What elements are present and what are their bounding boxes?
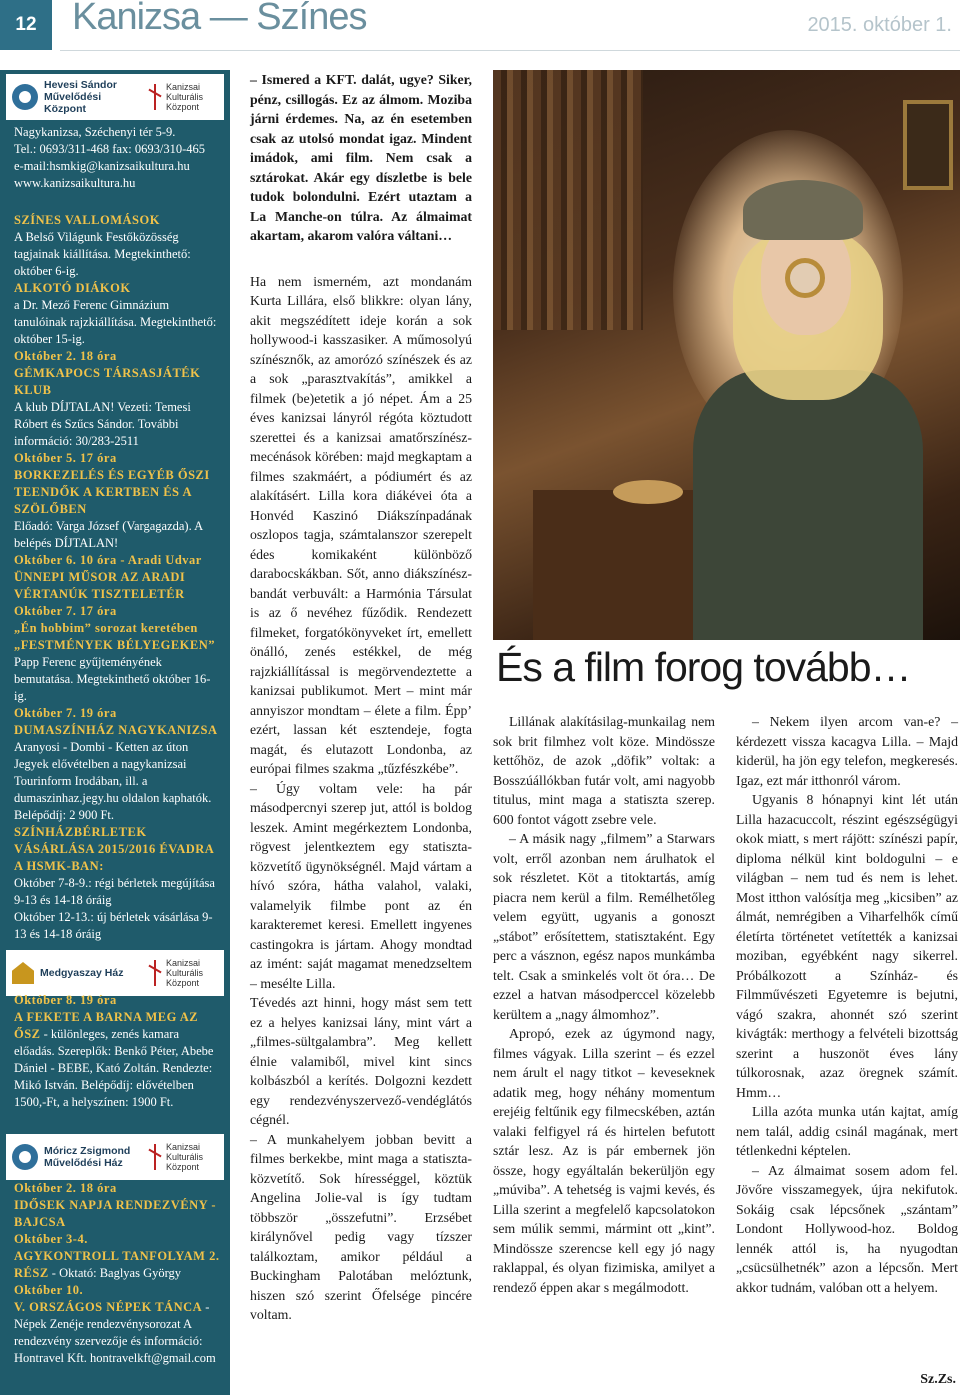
event-text: - különleges, zenés kamara előadás. Szereplők: Benkő Péter, Abebe Dániel - BEBE, Kató Zoltán. Rendezte: Mikó István. Belépődíj: elővételben 1500,-Ft, a helyszínen: 1900 Ft. <box>14 1027 214 1109</box>
kkk-logo-text: Kanizsai Kulturális Központ <box>166 958 204 988</box>
medgyaszay-logo <box>6 950 224 996</box>
medgyaszay-logo-text: Medgyaszay Ház <box>40 967 124 979</box>
house-icon <box>12 962 34 984</box>
article-column-middle <box>493 712 715 1297</box>
article-paragraph: – Úgy voltam vele: ha pár másodpercnyi szerep jut, attól is boldog leszek. Amint megérkeztem Londonba, rögvest jelentkeztem egy statiszta-közvetítő ügynökségnél. Majd vártam a hívó szóra, hátha valahol, valaki, valamelyik filmbe pont az én karakteremet keresi. Emellett ingyenes castingokra is jártam. Ahogy mondtad az imént: saját magamat menedzseltem – mesélte Lilla. <box>250 780 472 991</box>
event-title: IDŐSEK NAPJA RENDEZVÉNY - BAJCSA <box>14 1198 216 1229</box>
article-column-left <box>250 70 472 1325</box>
event-date: Október 2. 18 óra <box>14 1181 117 1195</box>
hsmk-logo-icon <box>12 84 38 110</box>
page-header <box>0 0 960 52</box>
kkk-logo-text: Kanizsai Kulturális Központ <box>166 82 204 112</box>
event-date: Október 10. <box>14 1283 84 1297</box>
event-title: V. ORSZÁGOS NÉPEK TÁNCA <box>14 1300 203 1314</box>
article-paragraph: Lillának alakításilag-munkailag nem sok brit filmhez volt köze. Mindössze kettőhöz, de azok „döfik” voltak: a Bosszúállókban futár volt, ami nagyobb titulus, mint maga a statiszta szerep. 600 fontot vágott zsebre vele. <box>493 714 715 827</box>
article-headline: És a film forog tovább… <box>496 644 911 690</box>
article-column-right <box>736 712 958 1297</box>
event-title: BORKEZELÉS ÉS EGYÉB ŐSZI TEENDŐK A KERTBEN ÉS A SZÖLŐBEN <box>14 468 210 516</box>
event-title: ALKOTÓ DIÁKOK <box>14 281 131 295</box>
event-date: Október 7. 17 óra <box>14 604 117 618</box>
article-paragraph: Apropó, ezek az úgymond nagy, filmes vágyak. Lilla szerint – és ezzel nem árult el nagy titkot – keveseknek adatik meg, hogy néhány momentum erejéig feltűnik egy filmecskében, aztán valaki felfigyel rá és hirtelen befutott sztár lesz. Az is pár embernek jön össze, hogy egyáltalán bekerüljön egy „múviba”. A tehetség is vajmi kevés, és Lilla szerint a megfelelő kapcsolatokon sem múlik semmi, mármint ott „kint”. Mindössze szerencse kell egy jó nagy raklappal, és olyan fizimiska, amilyet a rendező éppen akar s megálmodott. <box>493 1026 715 1295</box>
event-title: SZÍNHÁZBÉRLETEK VÁSÁRLÁSA 2015/2016 ÉVADRA A HSMK-BAN: <box>14 825 214 873</box>
event-text: a Dr. Mező Ferenc Gimnázium tanulóinak rajzkiállítása. Megtekinthető: október 15-ig. <box>14 298 217 346</box>
article-paragraph: – A másik nagy „filmem” a Starwars volt, erről azonban nem árulhatok el sok részletet. Köt a titoktartás, amíg piacra nem kerül a film. Remélhetőleg velem együtt, ugyanis a gonoszt „stábot” erősítettem, statisztaként. Egy perc a vásznon, egész napos munkámba telt. Csak a sminkelés volt öt óra… De ezzel a hatvan másodperccel közelebb kerültem a „nagy álmomhoz”. <box>493 831 715 1022</box>
kkk-logo-icon <box>146 84 164 110</box>
event-title: GÉMKAPOCS TÁRSASJÁTÉK KLUB <box>14 366 201 397</box>
moricz-logo <box>6 1134 224 1180</box>
event-date: Október 6. 10 óra - Aradi Udvar <box>14 553 202 567</box>
article-paragraph: Ha nem ismerném, azt mondanám Kurta Lillára, első blikkre: olyan lány, akit megszédített ideje korán a sok hollywood-i kasszasiker. A műmosolyú színésznők, az amorózó színészek és az a sok „parasztvakítás”, amikkel a filmek (be)etetik a jó népet. Ám a 25 éves kanizsai lányról régóta köztudott szerettei és a kanizsai amatőrszínész-mecénások körében: majd megkaptam a filmes szakmáért, a pódiumért és az alakításért. Lilla kora diákévei óta a Honvéd Kaszinó Diákszínpadának oszlopos tagja, számtalanszor szerepelt édes komikaként különböző darabocskákban. Sőt, anno diákszínész-bandát verbuvált: a Harmónia Társulat is az ő nevéhez fűződik. Rendezett filmeket, forgatókönyveket írt, emellett önálló, zenés estékkel, de még rajzkiállítással is megörvendeztette a kanizsai publikumot. Mert – mint már annyiszor mondtam – élete a film. Épp’ ezért, lassan két esztendeje, fogta magát, és elutazott Londonba, az európai filmes szakma „tűzfészkébe”. <box>250 273 472 776</box>
event-date: Október 3-4. <box>14 1232 88 1246</box>
contact-email[interactable]: e-mail:hsmkig@kanizsaikultura.hu <box>14 159 190 173</box>
event-text: Aranyosi - Dombi - Ketten az úton Jegyek elővételben a nagykanizsai Tourinform Irodában, ill. a dumaszinhaz.jegy.hu oldalon kaphatók. Belépődíj: 2 900 Ft. <box>14 740 212 822</box>
event-title: ÜNNEPI MŰSOR AZ ARADI VÉRTANÚK TISZTELETÉR <box>14 570 186 601</box>
event-date: Október 2. 18 óra <box>14 349 117 363</box>
event-title: SZÍNES VALLOMÁSOK <box>14 213 160 227</box>
event-list-hsmk <box>14 212 222 943</box>
hsmk-logo <box>6 74 224 120</box>
event-list-moricz <box>14 1180 222 1367</box>
kkk-logo-text: Kanizsai Kulturális Központ <box>166 1142 204 1172</box>
header-rule <box>60 50 960 51</box>
event-title: DUMASZÍNHÁZ NAGYKANIZSA <box>14 723 218 737</box>
event-text: A Belső Világunk Festőközösség tagjainak kiállítása. Megtekinthető: október 6-ig. <box>14 230 191 278</box>
magnifying-glass-icon <box>785 258 825 298</box>
article-paragraph: – Az álmaimat sosem adom fel. Jövőre visszamegyek, újra nekifutok. Sokáig csak lépcsőnek „szántam” Londont Hollywood-hoz. Boldog lennék attól is, ha nyugodtan „csücsülhetnék” azon a lépcsőn. Mert akkor tudnám, valóban ott a helyem. <box>736 1162 958 1295</box>
article-photo <box>493 70 960 640</box>
events-sidebar <box>0 70 230 1395</box>
article-paragraph: – A munkahelyem jobban bevitt a filmes berkekbe, mint maga a statiszta-közvetítő. Sok hírességgel, köztük Angelina Jolie-val is így tudtam többször „összefutni”. Erzsébet királynővel pedig vagy tízszer találkoztam, amikor például a Buckingham Palotában melóztunk, hiszen szó szerint Őfelsége pincére voltam. <box>250 1131 472 1322</box>
kkk-logo-icon <box>146 1144 164 1170</box>
event-title: „Én hobbim” sorozat keretében „FESTMÉNYEK BÉLYEGEKEN” <box>14 621 216 652</box>
event-text: - Oktató: Baglyas György <box>48 1266 182 1280</box>
event-title: A FEKETE A BARNA MEG AZ ŐSZ <box>14 1010 199 1041</box>
issue-date: 2015. október 1. <box>807 14 952 36</box>
moricz-logo-text: Móricz Zsigmond Művelődési Ház <box>44 1145 131 1169</box>
event-list-medgyaszay <box>14 992 222 1111</box>
event-text: Papp Ferenc gyűjteményének bemutatása. Megtekinthető október 16-ig. <box>14 655 211 703</box>
event-date: Október 7. 19 óra <box>14 706 117 720</box>
article-paragraph: – Nekem ilyen arcom van-e? – kérdezett vissza kacagva Lilla. – Majd kiderül, ha jön egy telefon, megkeresés. Igaz, ezt már itthonról várom. <box>736 714 958 788</box>
event-text: Előadó: Varga József (Vargagazda). A belépés DÍJTALAN! <box>14 519 203 550</box>
moricz-logo-icon <box>12 1144 38 1170</box>
event-date: Október 8. 19 óra <box>14 993 117 1007</box>
event-text: Október 7-8-9.: régi bérletek megújítása 9-13 és 14-18 óráig <box>14 876 215 907</box>
author-signature: Sz.Zs. <box>920 1372 956 1387</box>
article-paragraph: Lilla azóta munka után kajtat, amíg nem talál, addig csinál magának, mert tétlenkedni képtelen. <box>736 1104 958 1158</box>
page-number: 12 <box>0 0 52 50</box>
event-date: Október 5. 17 óra <box>14 451 117 465</box>
event-title: AGYKONTROLL TANFOLYAM 2. RÉSZ <box>14 1249 220 1280</box>
kkk-logo-icon <box>146 960 164 986</box>
contact-phone: Tel.: 0693/311-468 fax: 0693/310-465 <box>14 142 205 156</box>
hsmk-logo-text: Hevesi Sándor Művelődési Központ <box>44 79 117 115</box>
contact-address: Nagykanizsa, Széchenyi tér 5-9. <box>14 125 176 139</box>
page-title: Kanizsa — Színes <box>72 0 367 38</box>
event-text: A klub DÍJTALAN! Vezeti: Temesi Róbert és Szűcs Sándor. További információ: 30/283-2511 <box>14 400 191 448</box>
article-paragraph: Tévedés azt hinni, hogy mást sem tett ez a helyes kanizsai lány, mint várt a „filmes-sültgalambra”. Meg kellett élnie valamiből, mivel kint sincs kolbászból a kerítés. Dolgozni kezdett egy rendezvényszervező-vendéglátós cégnél. <box>250 995 472 1127</box>
article-intro: – Ismered a KFT. dalát, ugye? Siker, pénz, csillogás. Ez az álmom. Moziba járni érdemes. Na, az én esetemben csak az utolsó mondat igaz. Mindent imádok, ami film. Nem csak a sztárokat. Akár egy díszletbe is bele tudok bolondulni. Ezért utaztam a La Manche-on túlra. Az álmaimat akartam, akarom valóra váltani… <box>250 72 472 243</box>
event-text: Október 12-13.: új bérletek vásárlása 9-13 és 14-18 óráig <box>14 910 213 941</box>
contact-block <box>14 124 222 192</box>
event-text: - Népek Zenéje rendezvénysorozat A rendezvény szervezője és információ: Hontravel Kft. hontravelkft@gmail.com <box>14 1300 216 1365</box>
article-paragraph: Ugyanis 8 hónapnyi kint lét után Lilla hazacuccolt, részint egészségügyi okok miatt, s mert rájött: színészi papír, diploma nélkül kint boldogulni – e világban – nem tud és nem is lehet. Most itthon valósítja meg „kicsiben” az álmát, nemrégiben a Viharfelhők című életírta történetet vetítették a kanizsai moziban, egyébként nagy sikerrel. Próbálkozott a Színház- és Filmművészeti Egyetemre is bejutni, vágó szakra, ahonnét szó szerint kivágták: merthogy a felvételi bizottság szerint a huszonöt éves lány túlkorosnak, azaz öregnek számít. Hmm… <box>736 792 958 1100</box>
contact-website[interactable]: www.kanizsaikultura.hu <box>14 176 136 190</box>
